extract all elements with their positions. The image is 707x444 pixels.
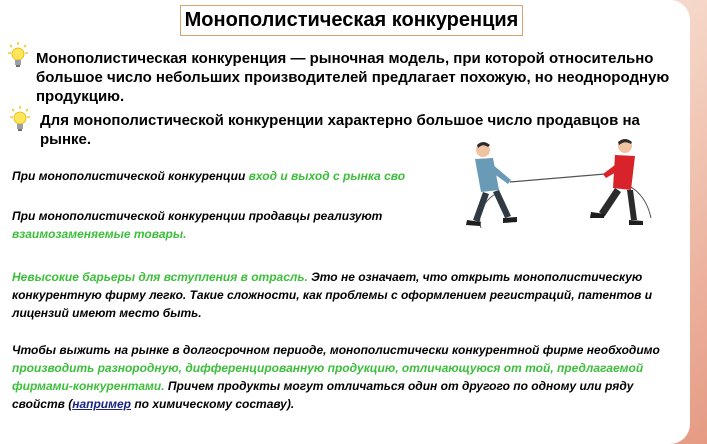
paragraph-highlight: взаимозаменяемые товары.: [12, 227, 187, 241]
example-link[interactable]: например: [72, 397, 132, 411]
paragraph-text: Чтобы выжить на рынке в долгосрочном периоде, монополистически конкурентной фирме необходимо: [12, 343, 660, 357]
paragraph-highlight: Невысокие барьеры для вступления в отрасль.: [12, 270, 308, 284]
right-person-icon: [590, 139, 643, 225]
paragraph-substitutes: [12, 207, 442, 243]
slide-title: Монополистическая конкуренция: [180, 5, 523, 36]
paragraph-differentiation: [12, 341, 688, 413]
paragraph-text: Причем продукты могут отличаться один от другого по одному или ряду свойств (: [12, 379, 634, 411]
left-person-icon: [466, 142, 517, 226]
paragraph-text: Это не означает, что открыть монополистическую конкурентную фирму легко. Такие сложности, как проблемы с оформлением регистраций, патентов и лицензий имеют место быть.: [12, 270, 653, 320]
paragraph-text: При монополистической конкуренции: [12, 169, 249, 183]
paragraph-highlight: производить разнородную, дифференцированную продукцию, отличающуюся от той, предлагаемой фирмами-конкурентами.: [12, 361, 644, 393]
tug-of-war-illustration: [455, 138, 655, 230]
paragraph-text: При монополистической конкуренции продавцы реализуют: [12, 209, 383, 223]
paragraph-barriers: [12, 268, 692, 322]
bullet-definition: Монополистическая конкуренция — рыночная модель, при которой относительно большое число небольших производителей предлагает похожую, но неоднородную продукцию.: [36, 50, 670, 105]
paragraph-entry-exit: [12, 167, 442, 185]
paragraph-highlight: вход и выход с рынка сво: [248, 169, 406, 183]
light-bulb-icon: [10, 106, 30, 134]
bullet-many-sellers: Для монополистической конкуренции характерно большое число продавцов на рынке.: [40, 112, 640, 148]
light-bulb-icon: [8, 42, 28, 70]
paragraph-text: по химическому составу).: [131, 397, 295, 411]
